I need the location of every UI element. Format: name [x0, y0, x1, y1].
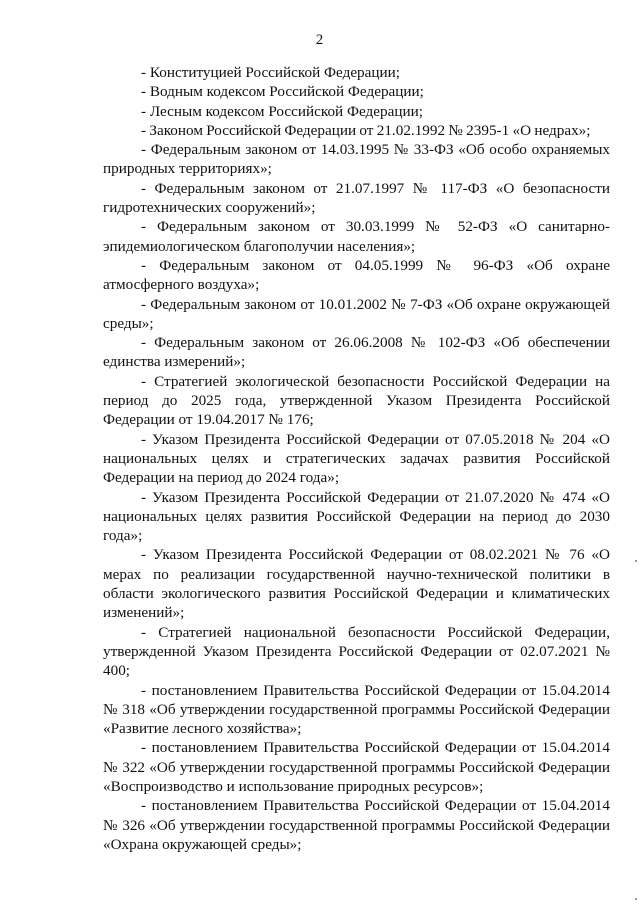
page-number: 2: [315, 32, 324, 48]
list-item: - Лесным кодексом Российской Федерации;: [141, 102, 423, 120]
list-item: - Стратегией экологической безопасности Российской Федерации на период до 2025 года, утвержденной Указом Президента Российской Федерации от 19.04.2017 № 176;: [103, 372, 610, 429]
list-item: - постановлением Правительства Российской Федерации от 15.04.2014 № 326 «Об утверждении государственной программы Российской Федерации «Охрана окружающей среды»;: [103, 797, 610, 853]
legal-basis-list: [103, 63, 610, 854]
list-item: - Водным кодексом Российской Федерации;: [141, 83, 424, 101]
list-item: - постановлением Правительства Российской Федерации от 15.04.2014 № 322 «Об утверждении государственной программы Российской Федерации «Воспроизводство и использование природных ресурсов»;: [103, 739, 610, 795]
list-item: - Федеральным законом от 10.01.2002 № 7-ФЗ «Об охране окружающей среды»;: [103, 295, 610, 332]
list-item: - Федеральным законом от 26.06.2008 № 102-ФЗ «Об обеспечении единства измерений»;: [103, 334, 610, 371]
list-item: - Федеральным законом от 04.05.1999 № 96-ФЗ «Об охране атмосферного воздуха»;: [103, 256, 610, 294]
list-item: - Федеральным законом от 14.03.1995 № 33-ФЗ «Об особо охраняемых природных территориях»;: [103, 141, 610, 178]
scan-edge-mark: [635, 560, 637, 562]
list-item: - Конституцией Российской Федерации;: [141, 64, 400, 81]
list-item: - Указом Президента Российской Федерации от 07.05.2018 № 204 «О национальных целях и стратегических задачах развития Российской Федерации на период до 2024 года»;: [103, 430, 610, 487]
list-item: - Указом Президента Российской Федерации от 21.07.2020 № 474 «О национальных целях развития Российской Федерации на период до 2030 года»;: [103, 488, 610, 545]
list-item: - Федеральным законом от 30.03.1999 № 52-ФЗ «О санитарно-эпидемиологическом благополучии населения»;: [103, 218, 610, 255]
list-item: - Стратегией национальной безопасности Российской Федерации, утвержденной Указом Президента Российской Федерации от 02.07.2021 № 400;: [103, 623, 610, 680]
list-item: - Законом Российской Федерации от 21.02.1992 № 2395-1 «О недрах»;: [141, 121, 591, 139]
list-item: - постановлением Правительства Российской Федерации от 15.04.2014 № 318 «Об утверждении государственной программы Российской Федерации «Развитие лесного хозяйства»;: [103, 681, 610, 738]
list-item: - Указом Президента Российской Федерации от 08.02.2021 № 76 «О мерах по реализации государственной научно-технической политики в области экологического развития Российской Федерации и климатических изменений»;: [103, 546, 610, 622]
list-item: - Федеральным законом от 21.07.1997 № 117-ФЗ «О безопасности гидротехнических сооружений»;: [103, 179, 610, 217]
scan-edge-mark: [635, 898, 637, 900]
